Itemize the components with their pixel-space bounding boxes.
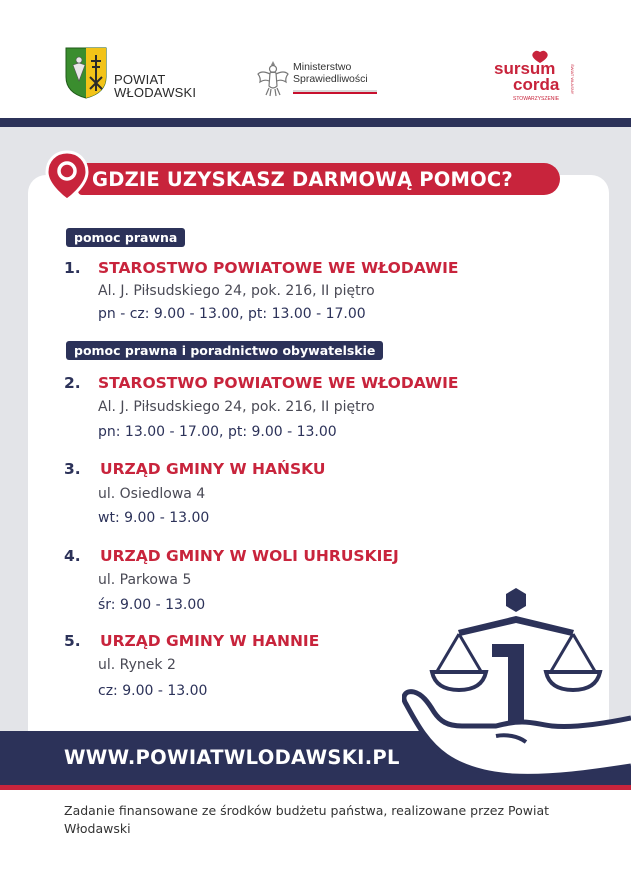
entry-hours: pn: 13.00 - 17.00, pt: 9.00 - 13.00 — [98, 424, 337, 440]
powiat-wordmark — [114, 73, 196, 99]
sursum-word: sursum — [494, 59, 556, 78]
entry-address: ul. Rynek 2 — [98, 657, 176, 673]
entry-name: URZĄD GMINY W HANNIE — [100, 632, 320, 650]
section-tag-legal-aid: pomoc prawna — [66, 228, 185, 247]
entry-number: 5. — [64, 632, 81, 650]
entry-hours: wt: 9.00 - 13.00 — [98, 510, 210, 526]
entry-number: 1. — [64, 259, 81, 277]
ministry-line1: Ministerstwo — [293, 61, 352, 73]
entry-address: Al. J. Piłsudskiego 24, pok. 216, II piętro — [98, 399, 375, 415]
location-pin-icon — [44, 150, 90, 202]
sursum-corda-logo — [493, 50, 583, 102]
entry-name: URZĄD GMINY W HAŃSKU — [100, 460, 326, 478]
sursum-side-text: ŚWIAT WŁASNY — [570, 64, 575, 95]
entry-address: ul. Osiedlowa 4 — [98, 486, 206, 502]
funding-note: Zadanie finansowane ze środków budżetu państwa, realizowane przez Powiat Włodawski — [64, 803, 550, 836]
sursum-subtitle: STOWARZYSZENIE — [513, 96, 560, 102]
entry-hours: cz: 9.00 - 13.00 — [98, 683, 208, 699]
entry-number: 2. — [64, 374, 81, 392]
entry-name: STAROSTWO POWIATOWE WE WŁODAWIE — [98, 259, 459, 277]
polish-eagle-icon — [256, 58, 290, 98]
entry-hours: śr: 9.00 - 13.00 — [98, 597, 206, 613]
scales-of-justice-icon — [402, 586, 631, 786]
coat-of-arms-icon — [65, 47, 107, 99]
ministry-line2: Sprawiedliwości — [293, 73, 368, 85]
corda-word: corda — [513, 75, 560, 94]
website-link[interactable]: WWW.POWIATWLODAWSKI.PL — [64, 746, 400, 769]
entry-number: 4. — [64, 547, 81, 565]
ministry-flag-bar — [293, 90, 377, 94]
ministry-name — [293, 61, 368, 85]
entry-address: Al. J. Piłsudskiego 24, pok. 216, II piętro — [98, 283, 375, 299]
powiat-line1: POWIAT — [114, 72, 166, 87]
entry-address: ul. Parkowa 5 — [98, 572, 192, 588]
top-band — [0, 118, 631, 127]
section-tag-legal-aid-civic: pomoc prawna i poradnictwo obywatelskie — [66, 341, 383, 360]
entry-number: 3. — [64, 460, 81, 478]
header — [0, 0, 631, 118]
entry-name: URZĄD GMINY W WOLI UHRUSKIEJ — [100, 547, 399, 565]
powiat-line2: WŁODAWSKI — [114, 85, 197, 100]
page-title: GDZIE UZYSKASZ DARMOWĄ POMOC? — [92, 168, 513, 191]
entry-name: STAROSTWO POWIATOWE WE WŁODAWIE — [98, 374, 459, 392]
entry-hours: pn - cz: 9.00 - 13.00, pt: 13.00 - 17.00 — [98, 306, 366, 322]
